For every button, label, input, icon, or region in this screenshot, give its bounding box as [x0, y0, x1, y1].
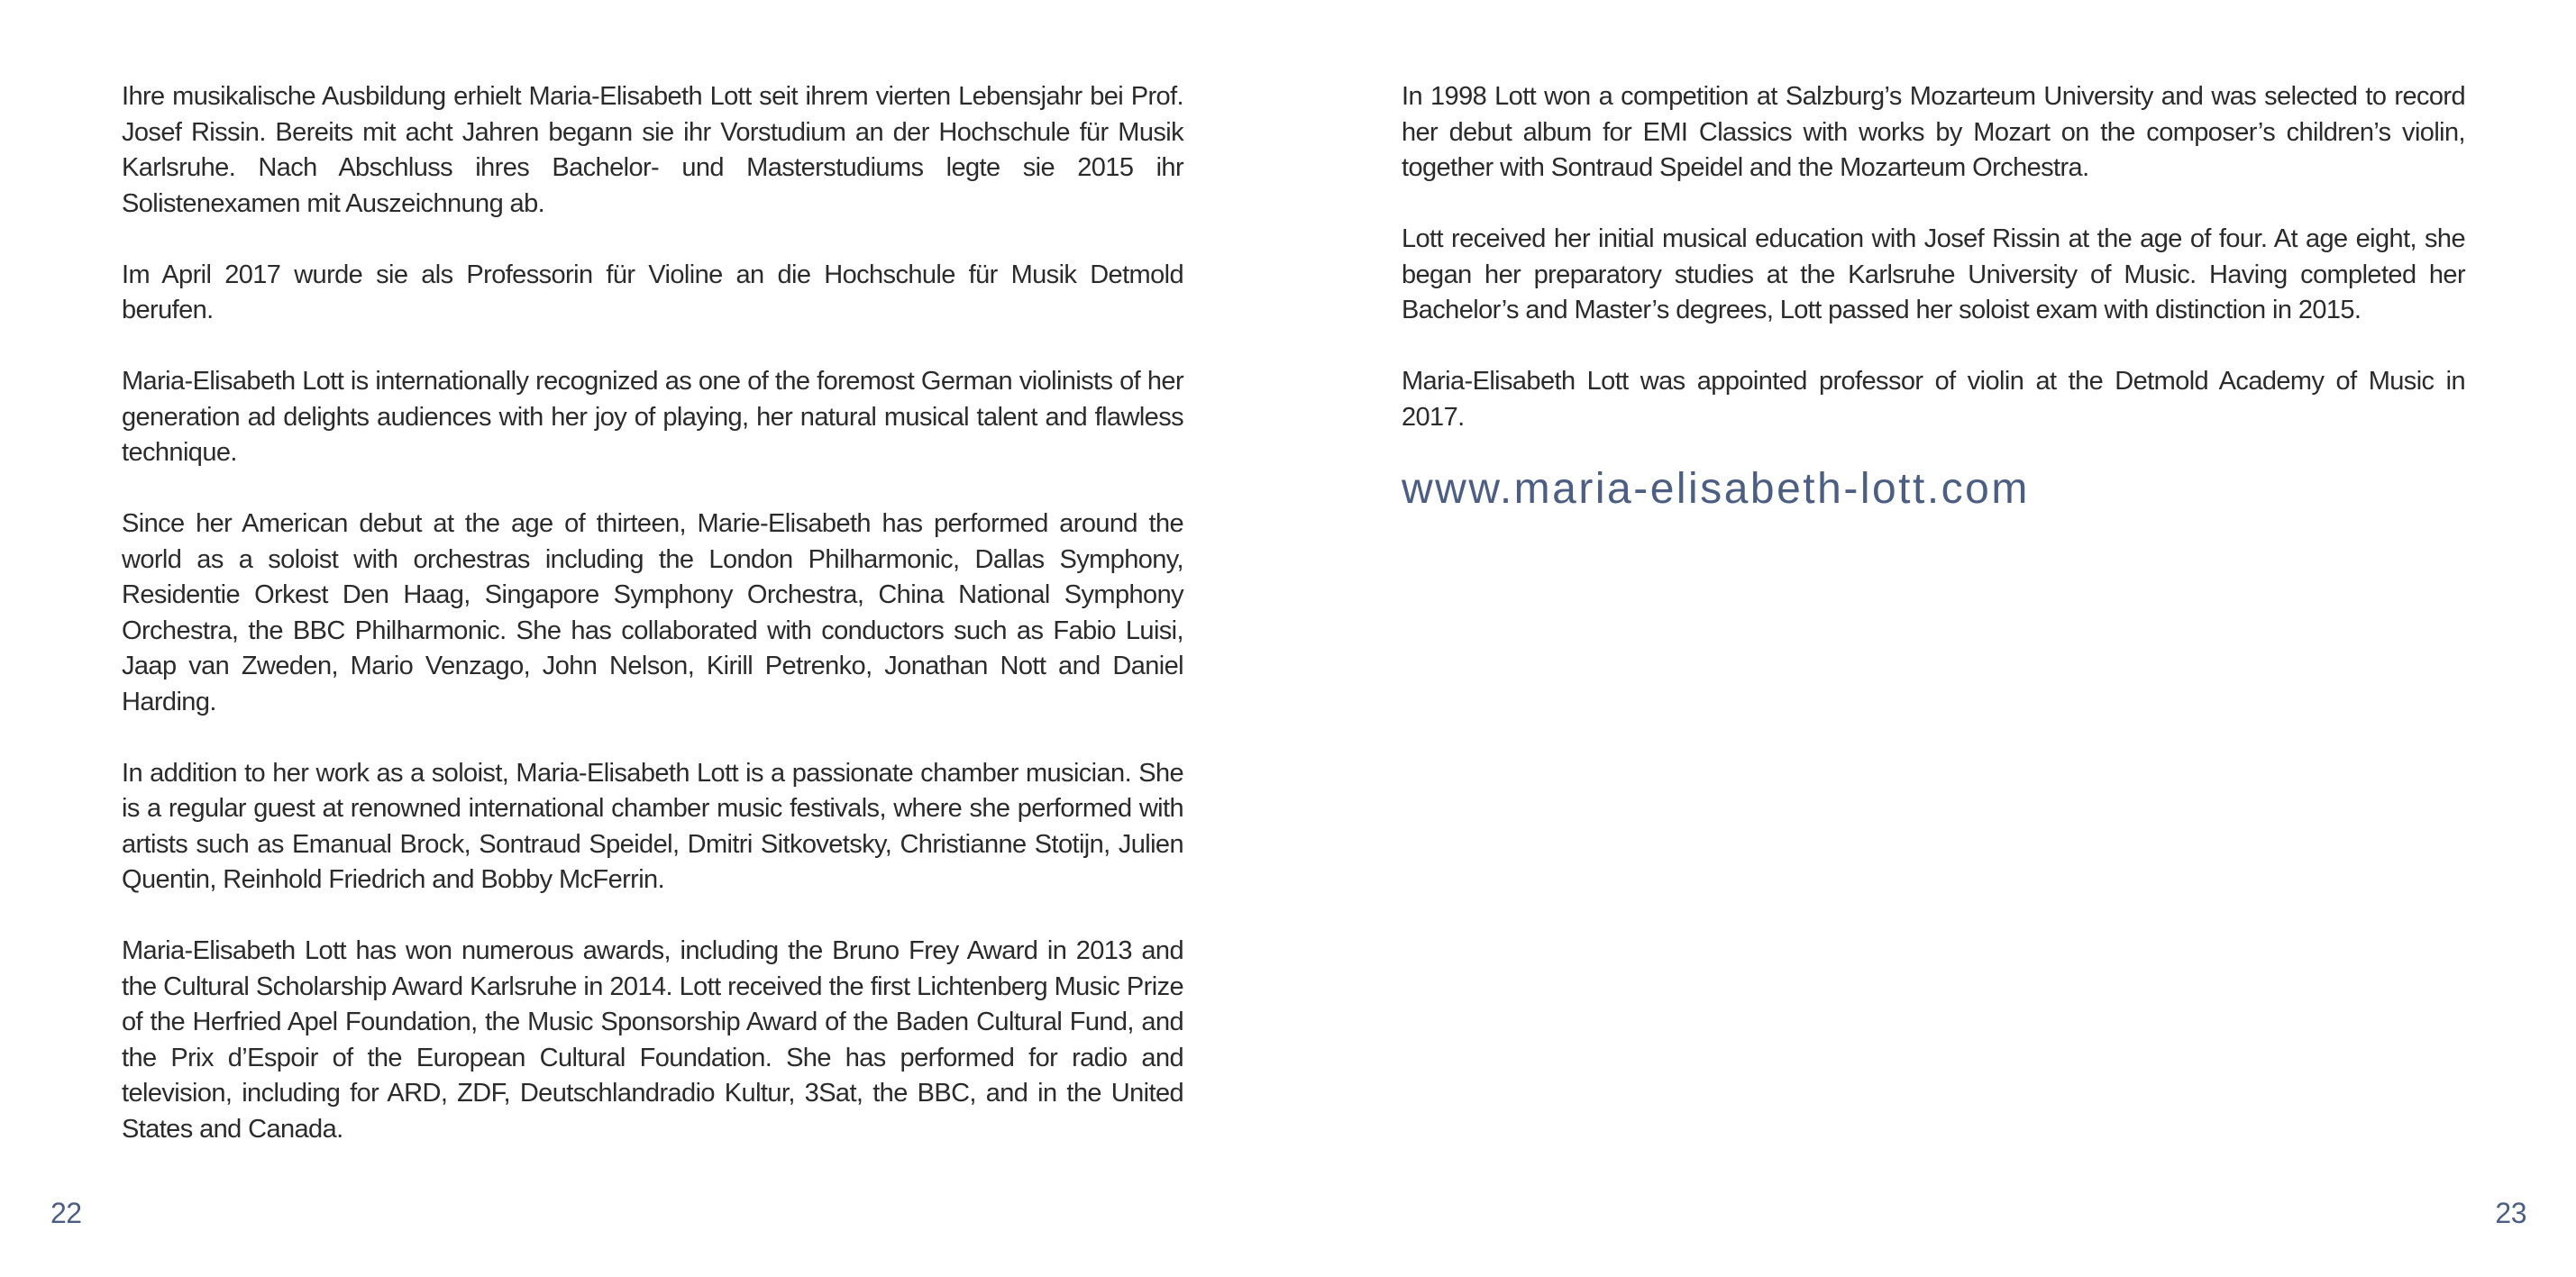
paragraph-english-professorship: Maria-Elisabeth Lott was appointed professor of violin at the Detmold Academy of Music in 2017.	[1402, 367, 2465, 432]
paragraph-german-education: Ihre musikalische Ausbildung erhielt Maria-Elisabeth Lott seit ihrem vierten Lebensjahr bei Prof. Josef Rissin. Bereits mit acht Jahren begann sie ihr Vorstudium an der Hochschule für Musik Karlsruhe. Nach Abschluss ihres Bachelor- und Masterstudiums legte sie 2015 ihr Solistenexamen mit Auszeichnung ab.	[122, 82, 1183, 218]
website-link[interactable]: www.maria-elisabeth-lott.com	[1402, 464, 2030, 513]
right-text-column	[1402, 79, 2465, 513]
paragraph-english-mozarteum: In 1998 Lott won a competition at Salzburg’s Mozarteum University and was selected to record her debut album for EMI Classics with works by Mozart on the composer’s children’s violin, together with Sontraud Speidel and the Mozarteum Orchestra.	[1402, 82, 2465, 182]
page-number-right: 23	[2495, 1197, 2526, 1229]
paragraph-english-soloist-career: Since her American debut at the age of thirteen, Marie-Elisabeth has performed around the world as a soloist with orchestras including the London Philharmonic, Dallas Symphony, Residentie Orkest Den Haag, Singapore Symphony Orchestra, China National Symphony Orchestra, the BBC Philharmonic. She has collaborated with conductors such as Fabio Luisi, Jaap van Zweden, Mario Venzago, John Nelson, Kirill Petrenko, Jonathan Nott and Daniel Harding.	[122, 509, 1183, 716]
paragraph-english-education: Lott received her initial musical education with Josef Rissin at the age of four. At age eight, she began her preparatory studies at the Karlsruhe University of Music. Having completed her Bachelor’s and Master’s degrees, Lott passed her soloist exam with distinction in 2015.	[1402, 224, 2465, 324]
right-page	[1288, 0, 2576, 1277]
paragraph-english-chamber-music: In addition to her work as a soloist, Maria-Elisabeth Lott is a passionate chamber musician. She is a regular guest at renowned international chamber music festivals, where she performed with artists such as Emanual Brock, Sontraud Speidel, Dmitri Sitkovetsky, Christianne Stotijn, Julien Quentin, Reinhold Friedrich and Bobby McFerrin.	[122, 758, 1183, 894]
left-text-column	[122, 79, 1183, 1183]
page-number-left: 22	[50, 1197, 82, 1229]
paragraph-english-awards: Maria-Elisabeth Lott has won numerous awards, including the Bruno Frey Award in 2013 and the Cultural Scholarship Award Karlsruhe in 2014. Lott received the first Lichtenberg Music Prize of the Herfried Apel Foundation, the Music Sponsorship Award of the Baden Cultural Fund, and the Prix d’Espoir of the European Cultural Foundation. She has performed for radio and television, including for ARD, ZDF, Deutschlandradio Kultur, 3Sat, the BBC, and in the United States and Canada.	[122, 936, 1183, 1144]
paragraph-english-introduction: Maria-Elisabeth Lott is internationally recognized as one of the foremost German violinists of her generation ad delights audiences with her joy of playing, her natural musical talent and flawless technique.	[122, 367, 1183, 467]
paragraph-german-professorship: Im April 2017 wurde sie als Professorin für Violine an die Hochschule für Musik Detmold berufen.	[122, 260, 1183, 324]
